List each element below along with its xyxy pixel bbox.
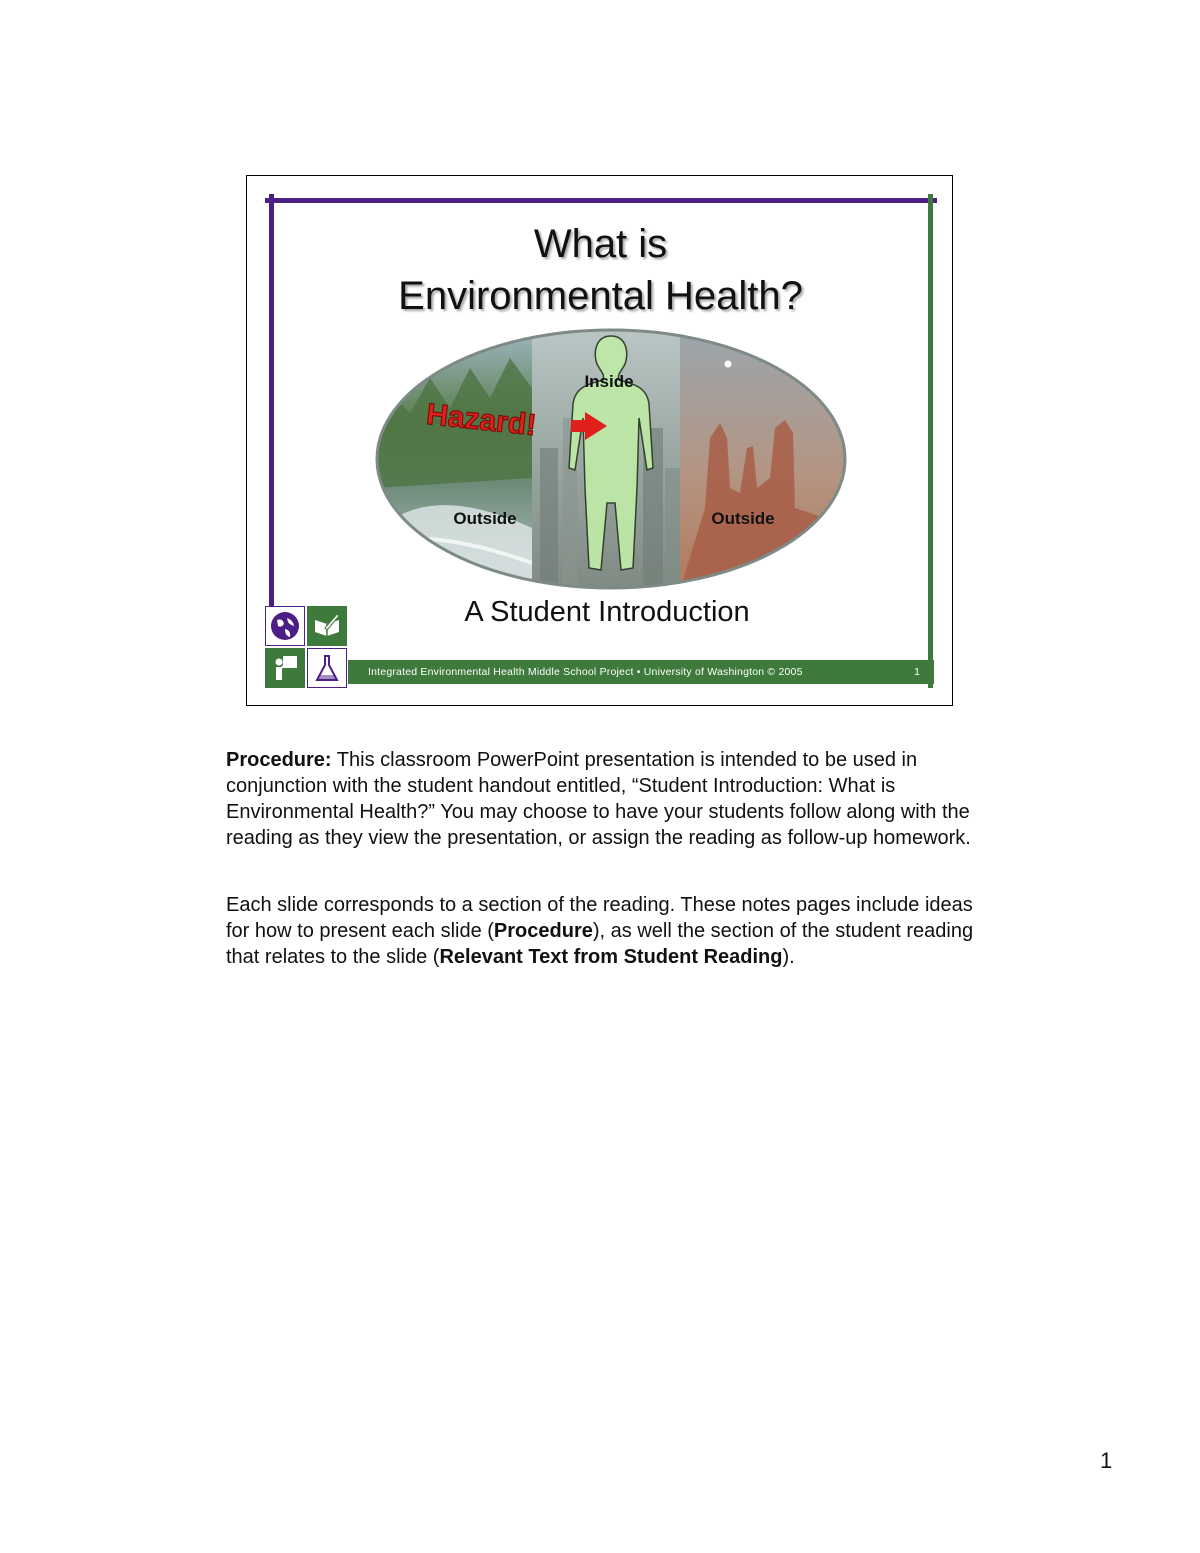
notes-paragraph-slides — [226, 892, 986, 970]
environment-oval-svg — [375, 328, 847, 590]
hazard-label: Hazard! — [424, 397, 538, 443]
globe-icon — [265, 606, 305, 646]
slide-top-border — [265, 198, 937, 203]
inside-label: Inside — [584, 372, 634, 391]
project-logo — [265, 606, 349, 690]
slide-footer — [348, 660, 934, 684]
slides-text-a: Each slide corresponds to a section of the reading. These notes pages include ideas for how to present each slide ( — [226, 894, 973, 942]
slides-bold-relevant-text: Relevant Text from Student Reading — [439, 946, 783, 968]
outside-right-label: Outside — [711, 509, 775, 528]
slide-title-line-2: Environmental Health? — [398, 274, 803, 318]
speaker-notes — [226, 747, 986, 1011]
slide-thumbnail — [246, 175, 953, 706]
slide-title-line-1: What is — [533, 222, 668, 266]
slides-text-c: ). — [782, 946, 795, 968]
footer-text: Integrated Environmental Health Middle School Project • University of Washington © 2005 — [368, 666, 803, 678]
flask-icon — [307, 648, 347, 688]
page-number: 1 — [1100, 1448, 1113, 1473]
slides-text-b: ), as well the section of the student reading that relates to the slide ( — [226, 920, 974, 968]
environment-oval-image — [375, 328, 847, 595]
book-pen-icon — [307, 606, 347, 646]
outside-left-label: Outside — [453, 509, 517, 528]
notes-paragraph-procedure — [226, 747, 986, 851]
slide-subtitle: A Student Introduction — [464, 596, 750, 628]
procedure-text: This classroom PowerPoint presentation is intended to be used in conjunction with the student handout entitled, “Student Introduction: What is Environmental Health?” You may choose to have your students follow along with the reading as they view the presentation, or assign the reading as follow-up homework. — [226, 749, 971, 849]
teacher-icon — [265, 648, 305, 688]
slide-number: 1 — [914, 666, 920, 678]
slides-bold-procedure: Procedure — [493, 920, 593, 942]
slide-title — [247, 218, 954, 322]
procedure-label: Procedure: — [226, 749, 332, 771]
